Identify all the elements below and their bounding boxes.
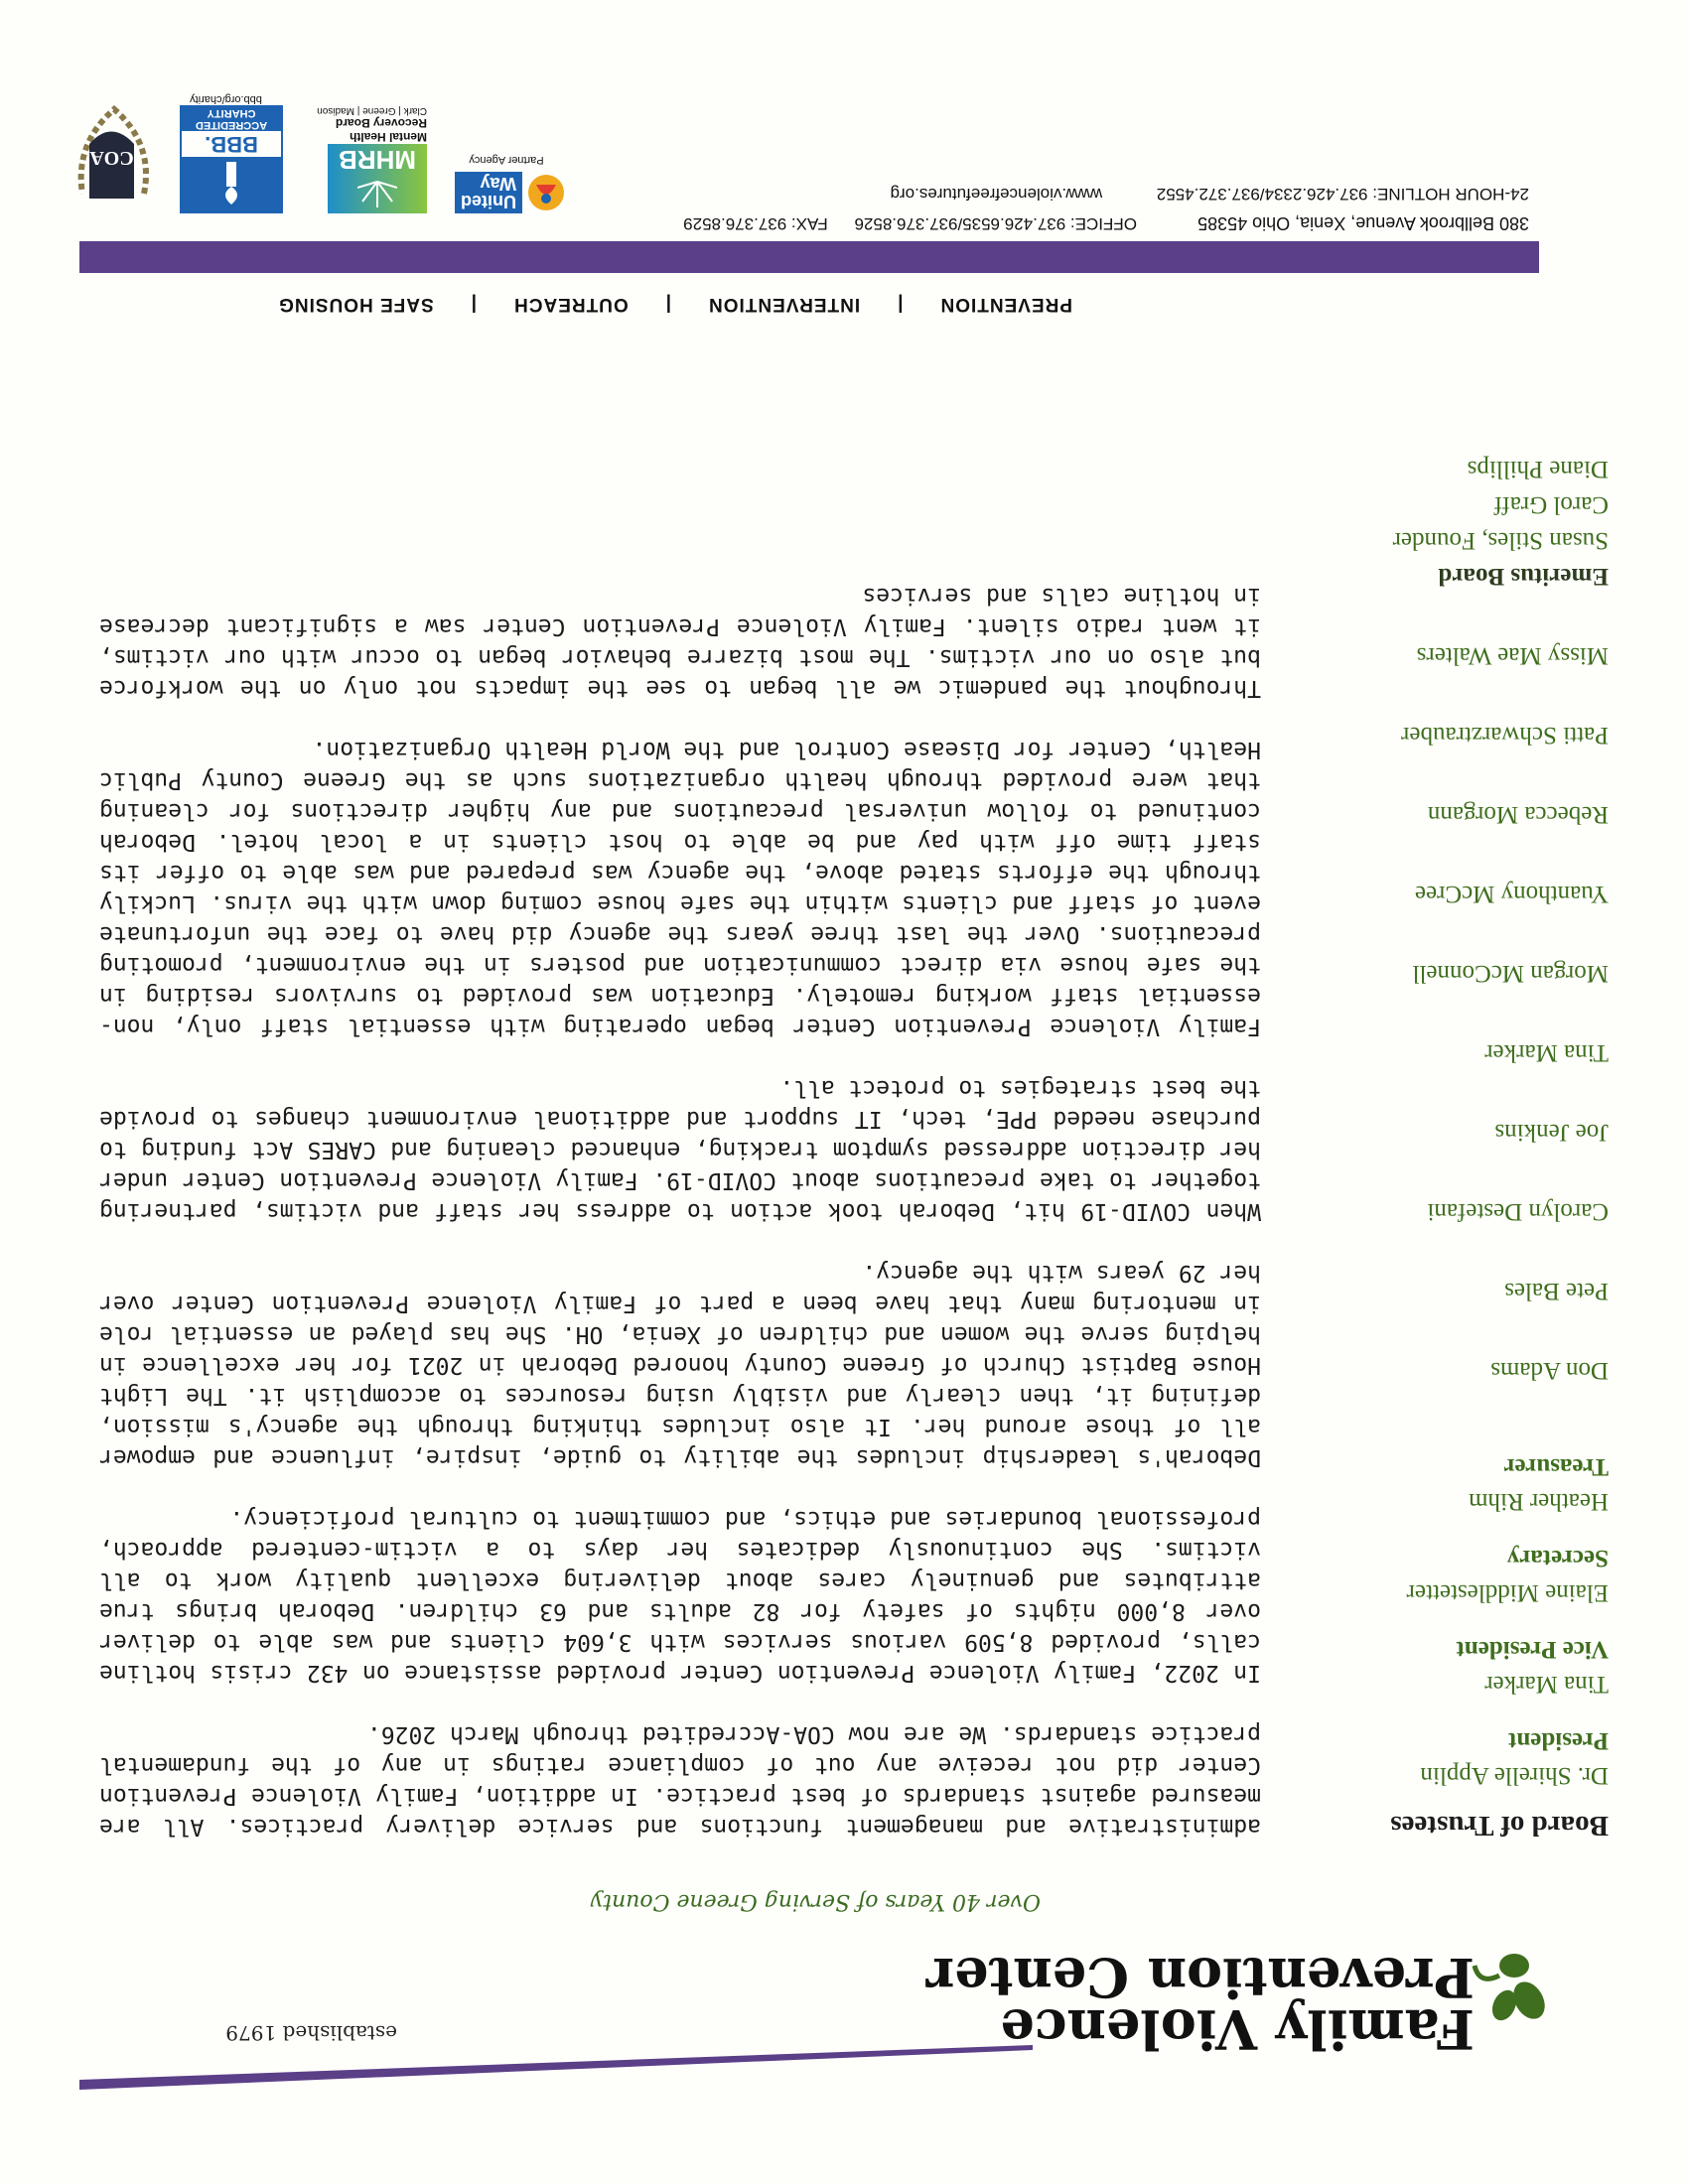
phone-fax <box>661 213 1137 233</box>
board-member: Patti Schwarztrauber <box>1401 722 1609 749</box>
mhrb-sub: Recovery Board <box>335 116 427 130</box>
torch-icon <box>216 162 246 206</box>
united-way-hand-icon <box>526 173 566 212</box>
board-member: Missy Mae Walters <box>1416 642 1609 669</box>
header-swoosh <box>79 2045 1033 2090</box>
board-of-trustees <box>1311 451 1609 1842</box>
coa-seal <box>70 84 154 213</box>
officer-role: Secretary <box>1506 1545 1609 1571</box>
service-outreach: OUTREACH <box>513 294 629 315</box>
hotline-website <box>841 184 1529 204</box>
officer-role: Treasurer <box>1503 1453 1609 1480</box>
office-phone: OFFICE: 937.426.6535/937.376.8526 <box>854 214 1137 233</box>
letter-paragraph: administrative and management functions and service delivery practices. All are measured against standards of best practice. In addition, Family Violence Prevention Center did not receive any out of compliance ratings in any of the fundamental practice standards. We are now COA-Accredited through March 2026. <box>99 1721 1261 1840</box>
united-way-text: Way <box>480 174 516 194</box>
letter-paragraph: In 2022, Family Violence Prevention Center provided assistance on 432 crisis hotline calls, provided 8,509 various services with 3,604 clients and was able to deliver over 8,000 nights of safety for 82 adults and 63 children. Deborah brings true attributes and genuinely cares about delivering excellent quality work to all victims. She continuously dedicates her days to a victim-centered approach, professional boundaries and ethics, and commitment to cultural proficiency. <box>99 1506 1261 1686</box>
officer-name: Dr. Shirelle Applin <box>1420 1762 1609 1789</box>
emeritus-board-title: Emeritus Board <box>1438 563 1609 590</box>
board-member: Pete Bales <box>1504 1278 1609 1304</box>
separator: | <box>470 294 478 315</box>
mhrb-logo <box>298 104 427 213</box>
letter-paragraph: When COVID-19 hit, Deborah took action to address her staff and victims, partnering together to take precautions about COVID-19. Family Violence Prevention Center under her direction addressed symptom tracking, enhanced cleaning and CARES Act funding to purchase needed PPE, tech, IT support and additional environment changes to provide the best strategies to protect all. <box>99 1075 1261 1224</box>
coa-name: COA <box>89 147 134 169</box>
tagline: Over 40 Years of Serving Greene County <box>590 1889 1041 1914</box>
board-member: Morgan McConnell <box>1412 960 1609 987</box>
separator: | <box>897 294 904 315</box>
board-member: Joe Jenkins <box>1494 1119 1609 1146</box>
board-title: Board of Trustees <box>1390 1810 1609 1842</box>
fax-number: FAX: 937.376.8529 <box>683 214 828 233</box>
bbb-sub: CHARITY <box>207 107 256 119</box>
service-safe-housing: SAFE HOUSING <box>278 294 434 315</box>
footer-bar <box>79 241 1539 273</box>
address: 380 Bellbrook Avenue, Xenia, Ohio 45385 <box>1197 213 1529 233</box>
letter-body <box>99 549 1261 1842</box>
sunburst-icon <box>357 180 397 209</box>
board-member: Carolyn Destefani <box>1427 1198 1609 1225</box>
bbb-sub: ACCREDITED <box>195 119 268 131</box>
service-prevention: PREVENTION <box>939 294 1072 315</box>
board-member: Rebecca Morgann <box>1427 801 1609 828</box>
board-member: Tina Marker <box>1484 1039 1609 1066</box>
united-way-logo <box>447 124 566 213</box>
bbb-logo <box>169 89 283 213</box>
services-list <box>278 293 1072 315</box>
website-link[interactable]: www.violencefreefutures.org <box>890 185 1103 204</box>
board-member: Yuanthony McCree <box>1414 881 1609 907</box>
board-member: Don Adams <box>1490 1357 1609 1384</box>
emeritus-member: Susan Stiles, Founder <box>1392 527 1609 554</box>
mhrb-sub: Mental Health <box>349 130 427 144</box>
org-name-line1: Family Violence <box>1000 1997 1475 2061</box>
letter-paragraph: Deborah's leadership includes the ability to guide, inspire, influence and empower all of those around her. It also includes thinking through the agency's mission, defining it, then clearly and visibly using resources to accomplish it. The Light House Baptist Church of Greene County honored Deborah in 2021 for her excellence in helping serve the women and children of Xenia, OH. She has played an essential role in mentoring many that have been a part of Family Violence Prevention Center over her 29 years with the agency. <box>99 1260 1261 1470</box>
letter-paragraph: Family Violence Prevention Center began operating with essential staff only, non-essential staff working remotely. Education was provided to survivors residing in the safe house via direct communication and posters in the environment, promoting precautions. Over the last three years the agency did have to face the unfortunate event of staff and clients within the safe house coming down with the virus. Luckily through the efforts stated above, the agency was prepared and was able to offer its staff time off with pay and be able to host clients in a local hotel. Deborah continued to follow universal precautions and any higher directions for cleaning that were provided through health organizations such as the Greene County Public Health, Center for Disease Control and the World Health Organization. <box>99 737 1261 1039</box>
bbb-name: BBB. <box>205 132 258 157</box>
officer-name: Heather Rihm <box>1469 1488 1609 1515</box>
org-name <box>925 1946 1475 2061</box>
united-way-sub: Partner Agency <box>469 154 544 166</box>
emeritus-member: Diane Phillips <box>1467 456 1609 482</box>
officer-name: Tina Marker <box>1484 1671 1609 1698</box>
officer-role: President <box>1508 1727 1609 1754</box>
officer-role: Vice President <box>1456 1636 1609 1663</box>
service-intervention: INTERVENTION <box>708 294 861 315</box>
emeritus-member: Carol Graff <box>1493 491 1609 518</box>
officer-name: Elaine Middlestetter <box>1406 1579 1609 1606</box>
org-name-line2: Prevention Center <box>925 1946 1475 2009</box>
united-way-text: United <box>461 192 516 211</box>
letter-paragraph: Throughout the pandemic we all began to see the impacts not only on the workforce but also on our victims. The most bizarre behavior began to occur with our victims, it went radio silent. Family Violence Prevention Center saw a significant decrease in hotline calls and services <box>99 583 1261 701</box>
mhrb-name: MHRB <box>339 145 416 175</box>
leaf-logo-icon <box>1470 1941 1559 2030</box>
established-label: established 1979 <box>225 2021 397 2045</box>
mhrb-sub: Clark | Greene | Madison <box>317 105 427 116</box>
hotline: 24-HOUR HOTLINE: 937.426.2334/937.372.4552 <box>1156 185 1529 204</box>
separator: | <box>664 294 672 315</box>
bbb-url: bbb.org/charity <box>190 93 262 105</box>
